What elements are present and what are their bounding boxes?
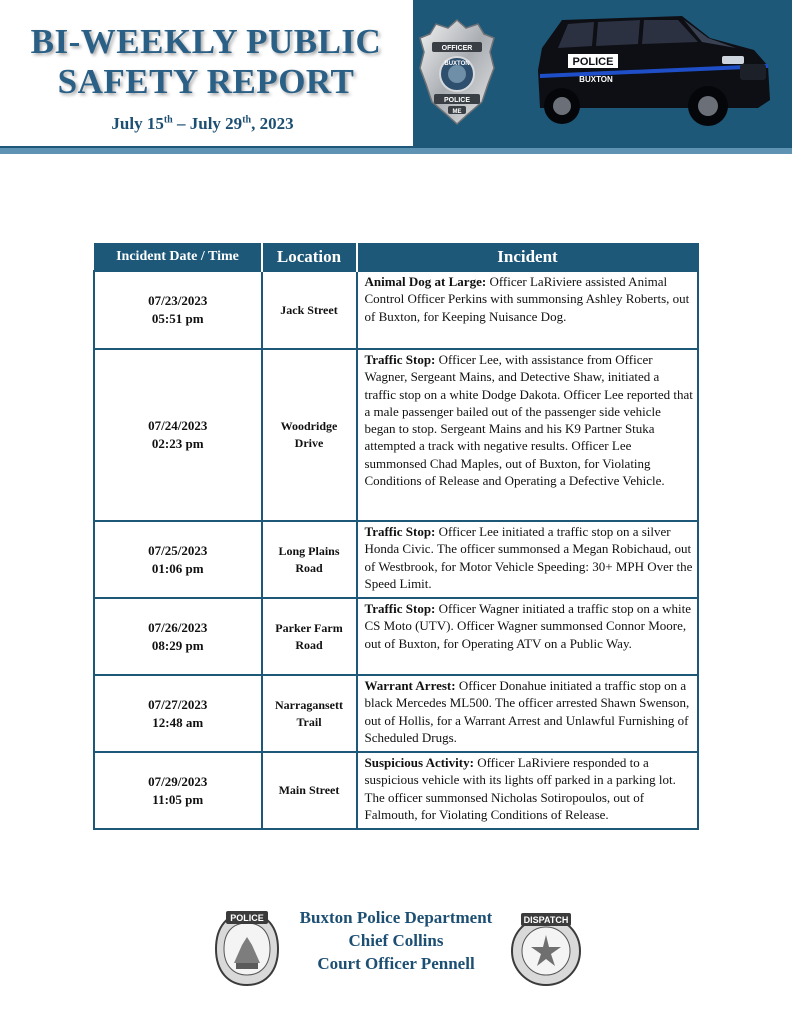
- incident-location: [262, 521, 357, 598]
- incident-time: 01:06 pm: [151, 560, 204, 576]
- incident-date: 07/25/2023: [148, 542, 208, 558]
- incident-type: Warrant Arrest:: [364, 678, 456, 693]
- incident-type: Traffic Stop:: [364, 524, 436, 539]
- location-line: Trail: [296, 714, 322, 729]
- incident-location: [262, 752, 357, 829]
- incident-details: Officer Lee, with assistance from Officer Wagner, Sergeant Mains, and Detective Shaw, initiated a traffic stop on a white Dodge Dakota. Officer Lee reported that a male passenger bailed out of the passenger side vehicle began to stop. Sergeant Mains and his K9 Partner Stuka attempted a track with negative results. Officer Lee summonsed Chad Maples, out of Buxton, for Violating Conditions of Release and Operating a Defective Vehicle.: [364, 352, 693, 489]
- police-badge-icon: [418, 18, 496, 126]
- table-row: [94, 271, 698, 349]
- incident-details: Officer Lee initiated a traffic stop on a silver Honda Civic. The officer summonsed a Megan Robichaud, out of Westbrook, for Motor Vehicle Speeding: 30+ MPH Over the Speed Limit.: [364, 524, 693, 591]
- incident-type: Suspicious Activity:: [364, 755, 474, 770]
- svg-text:OFFICER: OFFICER: [441, 45, 473, 52]
- police-vehicle-image: [532, 8, 772, 134]
- incident-location: [262, 349, 357, 521]
- incident-description: [357, 521, 699, 598]
- incident-location: [262, 675, 357, 752]
- location-line: Narragansett: [275, 697, 343, 712]
- incident-description: [357, 752, 699, 829]
- svg-text:POLICE: POLICE: [443, 97, 471, 104]
- incident-datetime: [94, 752, 262, 829]
- incident-location: [262, 271, 357, 349]
- incident-location: [262, 598, 357, 675]
- table-row: [94, 598, 698, 675]
- incident-time: 05:51 pm: [151, 311, 204, 326]
- svg-text:BUXTON: BUXTON: [579, 75, 613, 84]
- svg-text:ME: ME: [452, 109, 462, 115]
- incident-time: 08:29 pm: [151, 637, 204, 653]
- incident-date: 07/29/2023: [148, 773, 208, 789]
- incident-datetime: [94, 271, 262, 349]
- incident-date: 07/24/2023: [148, 418, 208, 433]
- report-title-line2: SAFETY REPORT: [57, 62, 355, 101]
- date-end: – July 29: [172, 114, 243, 133]
- incident-datetime: [94, 598, 262, 675]
- police-seal-icon: [212, 909, 282, 989]
- incident-type: Traffic Stop:: [364, 601, 436, 616]
- location-line: Woodridge: [280, 419, 338, 433]
- incident-description: [357, 271, 699, 349]
- report-date-range: [0, 114, 405, 134]
- incident-time: 02:23 pm: [151, 436, 204, 451]
- date-end-suffix: th: [242, 114, 252, 126]
- incident-time: 12:48 am: [152, 714, 204, 730]
- court-officer-name: Court Officer Pennell: [317, 954, 475, 973]
- date-year: , 2023: [251, 114, 294, 133]
- table-row: [94, 521, 698, 598]
- location-line: Road: [295, 637, 323, 652]
- chief-name: Chief Collins: [348, 931, 444, 950]
- dispatch-seal-icon: [509, 909, 583, 989]
- location-line: Parker Farm: [275, 620, 343, 635]
- incident-datetime: [94, 521, 262, 598]
- incident-table: [93, 243, 699, 830]
- header-accent-line: [0, 148, 792, 154]
- table-row: [94, 349, 698, 521]
- incident-description: [357, 349, 699, 521]
- incident-datetime: [94, 349, 262, 521]
- location-line: Road: [295, 560, 323, 575]
- incident-details: Officer Donahue initiated a traffic stop on a black Mercedes ML500. The officer arrested Shawn Swenson, out of Hollis, for a Warrant Arrest and Unlawful Furnishing of Scheduled Drugs.: [364, 678, 690, 745]
- incident-description: [357, 598, 699, 675]
- report-title: [10, 22, 402, 102]
- footer-signature-block: [280, 906, 512, 975]
- location-line: Drive: [294, 436, 324, 450]
- date-start-suffix: th: [163, 114, 173, 126]
- report-title-line1: BI-WEEKLY PUBLIC: [30, 22, 382, 61]
- table-header-row: [94, 244, 698, 272]
- table-row: [94, 752, 698, 829]
- svg-text:DISPATCH: DISPATCH: [523, 915, 569, 925]
- date-start: July 15: [111, 114, 164, 133]
- column-header-location: Location: [262, 244, 357, 272]
- incident-type: Traffic Stop:: [364, 352, 436, 367]
- location-line: Jack Street: [280, 302, 338, 317]
- svg-text:POLICE: POLICE: [230, 913, 264, 923]
- svg-text:BUXTON: BUXTON: [444, 61, 470, 67]
- incident-date: 07/26/2023: [148, 619, 208, 635]
- incident-date: 07/23/2023: [148, 293, 208, 308]
- location-line: Main Street: [278, 783, 340, 797]
- column-header-date: Incident Date / Time: [94, 244, 262, 272]
- column-header-incident: Incident: [357, 244, 699, 272]
- incident-type: Animal Dog at Large:: [364, 274, 487, 289]
- incident-time: 11:05 pm: [152, 791, 204, 807]
- location-line: Long Plains: [278, 543, 340, 558]
- table-row: [94, 675, 698, 752]
- incident-details: Officer Wagner initiated a traffic stop on a white CS Moto (UTV). Officer Wagner summonsed Connor Moore, out of Buxton, for Operating ATV on a Public Way.: [364, 601, 692, 651]
- incident-details: Officer LaRiviere assisted Animal Control Officer Perkins with summonsing Ashley Roberts, out of Buxton, for Keeping Nuisance Dog.: [364, 274, 690, 324]
- incident-date: 07/27/2023: [148, 696, 208, 712]
- incident-description: [357, 675, 699, 752]
- svg-text:POLICE: POLICE: [572, 56, 614, 68]
- incident-datetime: [94, 675, 262, 752]
- incident-details: Officer LaRiviere responded to a suspicious vehicle with its lights off parked in a parking lot. The officer summonsed Nicholas Sotiropoulos, out of Falmouth, for Violating Conditions of Release.: [364, 755, 676, 822]
- department-name: Buxton Police Department: [299, 908, 493, 927]
